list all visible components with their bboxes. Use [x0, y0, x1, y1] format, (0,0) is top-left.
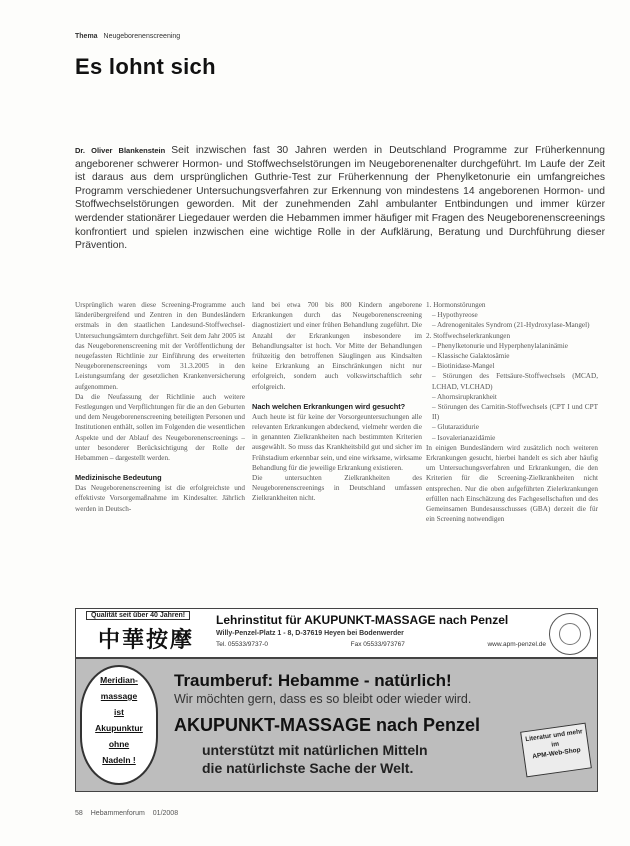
paragraph: Die untersuchten Zielkrankheiten des Neugeborenenscreenings in Deutschland umfassen Zielkrankheiten nicht. — [252, 474, 422, 503]
spacer — [252, 392, 422, 402]
subheading-medical: Medizinische Bedeutung — [75, 473, 162, 483]
ad-main-box — [75, 658, 598, 792]
ad-institute-name: Lehrinstitut für AKUPUNKT-MASSAGE nach Penzel — [216, 613, 509, 627]
column-3 — [426, 300, 598, 524]
lead-text: Seit inzwischen fast 30 Jahren werden in Deutschland Programme zur Früherkennung angeborener schwerer Hormon- und Stoffwechselstörungen im Neugeborenenalter durchgeführt. Im Laufe der Zeit ist daraus aus dem ursprünglichen Guthrie-Test zur Früherkennung der Phenylketonurie ein umfangreiches Programm verschiedener Untersuchungsverfahren zur Erkennung von mindestens 14 angeborenen Hormon- und Stoffwechselstörungen geworden. Mit der zunehmenden Zahl ambulanter Entbindungen und immer kürzer werdender stationärer Liegedauer werden die Hebammen immer häufiger mit Fragen des Neugeborenenscreenings konfrontiert und spielen inzwischen eine wichtige Rolle in der Aufklärung, Beratung und Durchführung dieser Prävention. — [75, 145, 605, 252]
ad-address: Willy-Penzel-Platz 1 - 8, D-37619 Heyen bei Bodenwerder — [216, 630, 404, 637]
paragraph: Ursprünglich waren diese Screening-Programme auch länderübergreifend und Zentren in den Bundesländern erstmals in den staatlichen Landesund-Stoffwechsel-Untersuchungsämtern durchgeführt. Seit dem Jahr 2005 ist das Neugeborenenscreening mit der Veröffentlichung der neugefassten Richtlinie zur Einführung des erweiterten Neugeborenenscreenings vom 31.3.2005 in den Leistungsumfang der gesetzlichen Krankenversicherung aufgenommen. — [75, 301, 245, 391]
list-item: 2. Stoffwechselerkrankungen — [426, 331, 511, 340]
list-item: – Phenylketonurie und Hyperphenylalaninämie — [432, 341, 568, 350]
paragraph: land bei etwa 700 bis 800 Kindern angeborene Erkrankungen durch das Neugeborenenscreening diagnostiziert und einer frühen Behandlung zugeführt. Die Anzahl der Erkrankungen insbesondere im Behandlungsalter ist hoch. Vor Mitte der Behandlungen frühzeitig den betroffenen Säuglingen aus Kindsalten keine Erkrankung an Einschränkungen nicht nur erfolgreich, sondern auch volkswirtschaftlich sehr erfolgreich. — [252, 301, 422, 391]
advertisement — [75, 608, 598, 792]
seal-icon — [549, 613, 591, 655]
ad-tagline-2: die natürlichste Sache der Welt. — [202, 760, 414, 776]
page-footer — [75, 810, 184, 817]
author-name: Dr. Oliver Blankenstein — [75, 146, 166, 155]
issue-number: 01/2008 — [152, 810, 179, 817]
bubble-line: Akupunktur — [95, 723, 143, 733]
ad-speech-bubble — [80, 665, 158, 785]
ad-fax: Fax 05533/973767 — [350, 641, 405, 648]
paragraph: Das Neugeborenenscreening ist die erfolgreichste und effektivste Vorsorgemaßnahme im Kindesalter. Jährlich werden in Deutsch- — [75, 484, 245, 513]
bubble-line: Nadeln ! — [102, 755, 136, 765]
article-title: Es lohnt sich — [75, 54, 216, 79]
bubble-line: ohne — [108, 739, 130, 749]
ad-subline: Wir möchten gern, dass es so bleibt oder wieder wird. — [174, 692, 472, 706]
ad-phone: Tel. 05533/9737-0 — [216, 641, 269, 648]
list-item: 1. Hormonstörungen — [426, 301, 486, 309]
list-item: – Klassische Galaktosämie — [432, 352, 510, 361]
lead-paragraph — [75, 144, 605, 253]
ad-header-box — [75, 608, 598, 658]
ad-quality-badge: Qualität seit über 40 Jahren! — [86, 611, 190, 620]
ad-logo: 中華按摩 — [98, 627, 195, 653]
section-label: Thema — [75, 33, 98, 40]
paragraph: Da die Neufassung der Richtlinie auch weitere Festlegungen und Verpflichtungen für die an den Geburten und dem Neugeborenenscreening beteiligten Personen und Institutionen enthält, sollen im Folgenden die wesentlichen Aspekte und der Ablauf des Neugeborenenscreenings – unter besonderer Berücksichtigung der Rolle der Hebammen – dargestellt werden. — [75, 392, 245, 463]
topic-label: Neugeborenenscreening — [103, 33, 181, 40]
column-1 — [75, 300, 245, 514]
ad-website: www.apm-penzel.de — [487, 641, 546, 648]
list-item: – Störungen des Carnitin-Stoffwechsels (CPT I und CPT II) — [432, 403, 598, 422]
section-kicker — [75, 33, 180, 40]
bubble-line: ist — [114, 707, 124, 717]
list-item: – Ahornsirupkrankheit — [432, 392, 497, 401]
subheading-diseases: Nach welchen Erkrankungen wird gesucht? — [252, 401, 406, 411]
column-2 — [252, 300, 422, 504]
paragraph: Auch heute ist für keine der Vorsorgeuntersuchungen alle relevanten Erkrankungen abdeckend, vielmehr werden die in genannten Zielkrankheiten nach bestimmten Kriterien ausgewählt. So muss das Krankheitsbild gut und sicher im Frühstadium erkennbar sein, und eine wirksame, wirksame Behandlung für die jeweilige Erkrankung existieren. — [252, 412, 422, 472]
disease-list — [426, 300, 598, 443]
list-item: – Biotinidase-Mangel — [432, 362, 495, 371]
sticker-line: Literatur und mehr im — [524, 728, 584, 749]
ad-webshop-sticker — [520, 723, 592, 778]
page-number: 58 — [75, 810, 83, 817]
spacer — [75, 463, 245, 473]
journal-name: Hebammenforum — [90, 810, 145, 817]
bubble-line: massage — [100, 691, 138, 701]
list-item: – Störungen des Fettsäure-Stoffwechsels (MCAD, LCHAD, VLCHAD) — [432, 372, 598, 391]
ad-brand-headline: AKUPUNKT-MASSAGE nach Penzel — [174, 715, 481, 735]
list-item: – Glutarazidurie — [432, 423, 479, 432]
list-item: – Adrenogenitales Syndrom (21-Hydroxylase-Mangel) — [432, 321, 590, 330]
ad-tagline-1: unterstützt mit natürlichen Mitteln — [202, 742, 428, 758]
list-item: – Isovalerianazidämie — [432, 433, 496, 442]
bubble-line: Meridian- — [100, 675, 138, 685]
ad-contacts — [216, 641, 546, 648]
ad-headline: Traumberuf: Hebamme - natürlich! — [174, 671, 452, 690]
list-item: – Hypothyreose — [432, 311, 478, 320]
sticker-line: APM-Web-Shop — [531, 746, 582, 761]
paragraph: In einigen Bundesländern wird zusätzlich noch weiteren Erkrankungen gesucht, hierbei handelt es sich aber häufig um Untersuchungsverfahren und Erkrankungen, die den Kriterien für die Screening-Zielkrankheiten nicht entsprechen. Nur die oben aufgeführten Zielerkrankungen erfüllen nach Einschätzung des Fachgesellschaften und des Gemeinsamen Bundesausschusses (GBA) derzeit die für ein Screening notwendigen — [426, 443, 598, 524]
